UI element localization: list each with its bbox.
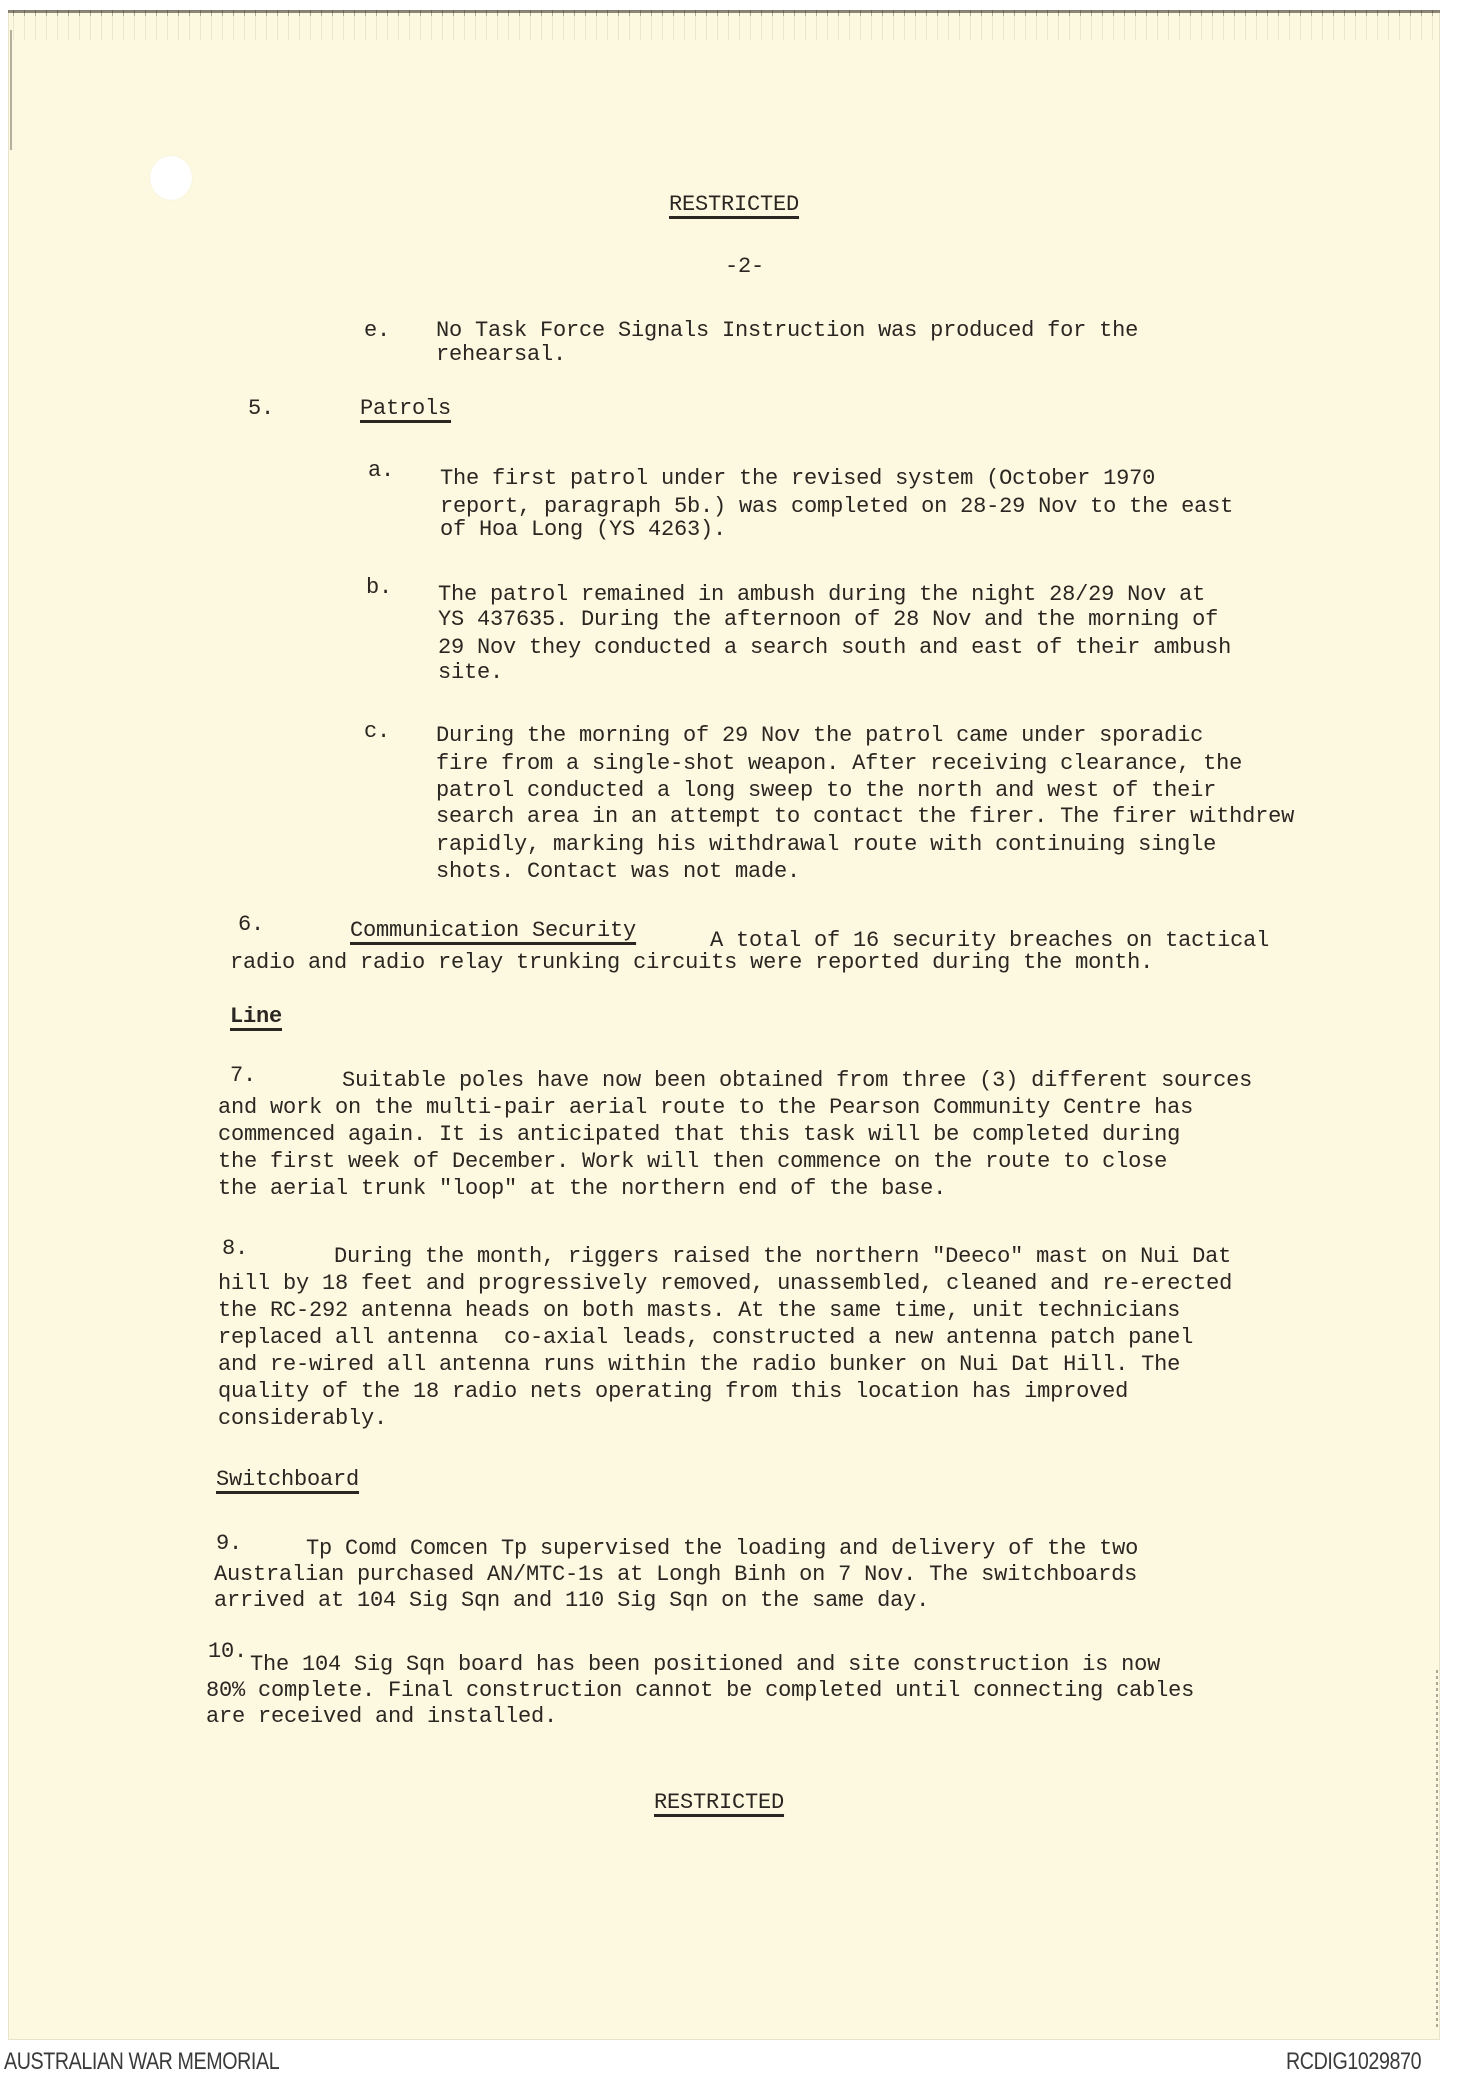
para-8-line: During the month, riggers raised the northern "Deeco" mast on Nui Dat — [334, 1244, 1232, 1269]
item-c-line: patrol conducted a long sweep to the north and west of their — [436, 778, 1217, 803]
item-a-line: The first patrol under the revised system (October 1970 — [440, 466, 1156, 491]
para-7-number: 7. — [230, 1063, 257, 1088]
para-5-number: 5. — [248, 396, 275, 421]
para-8-line: and re-wired all antenna runs within the radio bunker on Nui Dat Hill. The — [218, 1352, 1181, 1377]
para-6-heading: Communication Security — [350, 918, 637, 943]
para-10-line: The 104 Sig Sqn board has been positioned and site construction is now — [250, 1652, 1161, 1677]
para-5-heading: Patrols — [360, 396, 452, 421]
para-6-line: A total of 16 security breaches on tactical — [710, 928, 1270, 953]
para-9-number: 9. — [216, 1531, 243, 1556]
para-7-line: the aerial trunk "loop" at the northern end of the base. — [218, 1176, 947, 1201]
para-7-line: and work on the multi-pair aerial route to the Pearson Community Centre has — [218, 1095, 1194, 1120]
footer-archive-name: AUSTRALIAN WAR MEMORIAL — [4, 2048, 280, 2075]
section-heading-line: Line — [230, 1004, 283, 1029]
item-e-line: rehearsal. — [436, 342, 567, 367]
item-c-line: fire from a single-shot weapon. After receiving clearance, the — [436, 751, 1243, 776]
item-c-line: rapidly, marking his withdrawal route with continuing single — [436, 832, 1217, 857]
scan-left-edge — [10, 30, 12, 150]
item-c-line: During the morning of 29 Nov the patrol came under sporadic — [436, 723, 1204, 748]
item-a-line: of Hoa Long (YS 4263). — [440, 517, 727, 542]
item-b-line: The patrol remained in ambush during the night 28/29 Nov at — [438, 582, 1206, 607]
punch-hole — [150, 156, 192, 200]
item-e-line: No Task Force Signals Instruction was produced for the — [436, 318, 1139, 343]
para-6-number: 6. — [238, 912, 265, 937]
item-c-marker: c. — [364, 719, 391, 744]
para-10-number: 10. — [208, 1639, 248, 1664]
document-page — [8, 10, 1440, 2040]
para-7-line: commenced again. It is anticipated that this task will be completed during — [218, 1122, 1181, 1147]
para-6-line: radio and radio relay trunking circuits were reported during the month. — [230, 950, 1154, 975]
item-a-line: report, paragraph 5b.) was completed on 28-29 Nov to the east — [440, 494, 1234, 519]
para-9-line: arrived at 104 Sig Sqn and 110 Sig Sqn on the same day. — [214, 1588, 930, 1613]
section-heading-switchboard: Switchboard — [216, 1467, 360, 1492]
item-b-line: 29 Nov they conducted a search south and east of their ambush — [438, 635, 1232, 660]
item-c-line: shots. Contact was not made. — [436, 859, 801, 884]
para-8-line: hill by 18 feet and progressively removed, unassembled, cleaned and re-erected — [218, 1271, 1233, 1296]
page-number: -2- — [725, 254, 765, 279]
para-8-line: quality of the 18 radio nets operating from this location has improved — [218, 1379, 1129, 1404]
item-c-line: search area in an attempt to contact the firer. The firer withdrew — [436, 804, 1295, 829]
para-7-line: Suitable poles have now been obtained from three (3) different sources — [342, 1068, 1253, 1093]
item-b-line: YS 437635. During the afternoon of 28 Nov and the morning of — [438, 607, 1219, 632]
item-b-line: site. — [438, 660, 504, 685]
para-8-number: 8. — [222, 1236, 249, 1261]
scan-right-edge — [1436, 1670, 1438, 2030]
para-8-line: the RC-292 antenna heads on both masts. At the same time, unit technicians — [218, 1298, 1181, 1323]
item-a-marker: a. — [368, 458, 395, 483]
para-10-line: are received and installed. — [206, 1704, 558, 1729]
item-b-marker: b. — [366, 575, 393, 600]
para-9-line: Australian purchased AN/MTC-1s at Longh Binh on 7 Nov. The switchboards — [214, 1562, 1138, 1587]
para-7-line: the first week of December. Work will then commence on the route to close — [218, 1149, 1168, 1174]
para-10-line: 80% complete. Final construction cannot be completed until connecting cables — [206, 1678, 1195, 1703]
classification-top: RESTRICTED — [669, 192, 800, 217]
scan-noise — [8, 10, 1440, 90]
footer-record-id: RCDIG1029870 — [1286, 2048, 1422, 2075]
classification-bottom: RESTRICTED — [654, 1790, 785, 1815]
item-e-marker: e. — [364, 318, 391, 343]
para-8-line: replaced all antenna co-axial leads, constructed a new antenna patch panel — [218, 1325, 1194, 1350]
para-9-line: Tp Comd Comcen Tp supervised the loading and delivery of the two — [306, 1536, 1139, 1561]
para-8-line: considerably. — [218, 1406, 388, 1431]
